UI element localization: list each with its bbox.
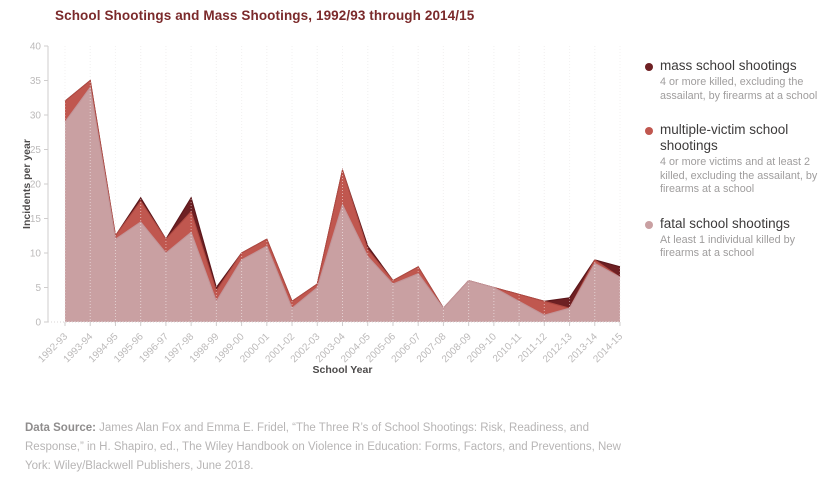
x-tick-label: 1997-98 <box>162 331 197 366</box>
x-tick-label: 1999-00 <box>212 331 247 366</box>
x-tick-label: 2012-13 <box>540 331 575 366</box>
legend-item-fatal <box>645 216 835 261</box>
x-tick-label: 2006-07 <box>389 331 424 366</box>
legend-description: 4 or more victims and at least 2 killed, excluding the assailant, by firearms at a school <box>660 156 818 195</box>
x-tick-label: 2008-09 <box>440 331 474 366</box>
chart-canvas <box>22 40 642 380</box>
chart-area <box>22 40 642 385</box>
chart-title: School Shootings and Mass Shootings, 1992/93 through 2014/15 <box>55 8 475 23</box>
x-tick-label: 2009-10 <box>465 331 499 366</box>
y-tick-label: 0 <box>35 317 41 329</box>
y-tick-label: 5 <box>35 283 41 294</box>
x-tick-label: 2001-02 <box>263 331 298 366</box>
legend-description: At least 1 individual killed by firearms at a school <box>660 233 796 259</box>
x-tick-label: 2014-15 <box>591 331 626 366</box>
x-tick-label: 2013-14 <box>566 331 600 366</box>
x-tick-label: 2011-12 <box>516 331 550 365</box>
x-tick-label: 1998-99 <box>187 331 222 366</box>
y-axis-title: Incidents per year <box>22 139 33 229</box>
legend-swatch-mass-icon <box>645 63 653 71</box>
x-tick-label: 2005-06 <box>364 331 399 366</box>
data-source-text: James Alan Fox and Emma E. Fridel, “The Three R’s of School Shootings: Risk, Readiness, and Response,” in H. Shapiro, ed., The Wiley Handbook on Violence in Education: Forms, Factors, and Preventions, New York: Wiley/Blackwell Publishers, June 2018. <box>25 421 621 472</box>
y-tick-label: 15 <box>29 214 41 225</box>
y-tick-label: 20 <box>29 179 41 191</box>
y-tick-label: 30 <box>29 110 41 122</box>
x-tick-label: 1993-94 <box>61 331 96 366</box>
x-tick-label: 1995-96 <box>112 331 146 366</box>
x-tick-label: 2003-04 <box>313 331 348 366</box>
x-tick-label: 1994-95 <box>86 331 121 366</box>
legend-title: mass school shootings <box>660 58 797 73</box>
y-tick-label: 10 <box>29 248 41 260</box>
x-tick-label: 2002-03 <box>288 331 323 366</box>
legend-item-multiple-victim <box>645 122 835 197</box>
x-tick-label: 2004-05 <box>339 331 373 366</box>
legend-title: multiple-victim school shootings <box>660 122 789 153</box>
legend-swatch-fatal-icon <box>645 221 653 229</box>
legend-title: fatal school shootings <box>660 215 790 231</box>
x-tick-label: 1992-93 <box>36 331 71 366</box>
legend-description: 4 or more killed, excluding the assailant, by firearms at a school <box>660 76 818 102</box>
y-tick-label: 35 <box>29 76 41 87</box>
x-axis-title: School Year <box>312 364 373 376</box>
x-tick-label: 2007-08 <box>414 331 449 366</box>
data-source-label: Data Source: <box>25 421 96 434</box>
x-tick-label: 1996-97 <box>137 331 172 366</box>
data-source-note <box>25 419 629 476</box>
y-tick-label: 25 <box>29 145 41 156</box>
legend-swatch-multiple-victim-icon <box>645 127 653 135</box>
chart-legend <box>645 58 835 280</box>
legend-item-mass <box>645 58 835 103</box>
x-tick-label: 2010-11 <box>491 331 525 365</box>
y-tick-label: 40 <box>29 41 41 53</box>
x-tick-label: 2000-01 <box>238 331 272 366</box>
